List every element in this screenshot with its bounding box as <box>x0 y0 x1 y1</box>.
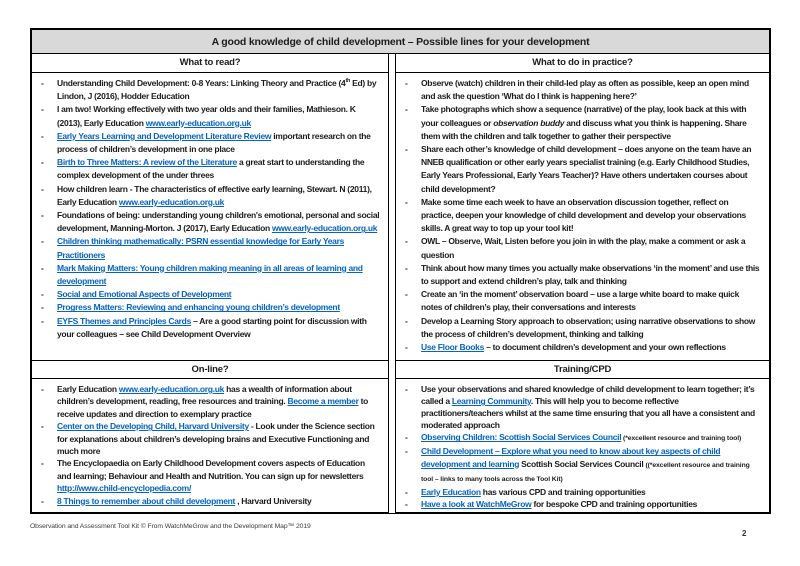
list-item <box>404 498 765 510</box>
hyperlink[interactable]: Child Development – Explore what you need to know about key aspects of child development and learning <box>421 446 721 469</box>
bullet-dash: - <box>405 498 408 509</box>
hyperlink[interactable]: www.early-education.org.uk <box>145 117 251 128</box>
column-right <box>395 54 769 513</box>
footer-text: Observation and Assessment Tool Kit © From WatchMeGrow and the Development Map™ 2019 <box>30 523 311 530</box>
text-run: Scottish Social Services Council <box>519 458 646 469</box>
hyperlink[interactable]: Observing Children: Scottish Social Services Council <box>421 432 622 443</box>
hyperlink[interactable]: Early Years Learning and Development Literature Review <box>57 130 272 141</box>
text-run: has a wealth of information about children’s development, reading, free resources and training. <box>57 384 352 407</box>
text-run: Observe (watch) children in their child-led play as often as possible, keep an open mind and ask the question ‘What do I think is happening here?’ <box>421 78 749 102</box>
development-table <box>30 28 771 514</box>
cell-what-to-read <box>32 73 388 360</box>
text-run: Take photographs which show a sequence (narrative) of the play, look back at this with your colleagues or <box>421 104 747 128</box>
bullet-dash: - <box>405 432 408 443</box>
bullet-dash: - <box>41 183 44 194</box>
bullet-dash: - <box>41 236 44 247</box>
bullet-dash: - <box>41 421 44 432</box>
list-item <box>404 341 765 354</box>
hyperlink[interactable]: Use Floor Books <box>421 342 485 353</box>
text-run: Early Education <box>57 384 119 394</box>
bullet-dash: - <box>405 236 408 247</box>
text-run: – to document children’s development and your own reflections <box>484 342 726 353</box>
hyperlink[interactable]: Center on the Developing Child, Harvard University <box>57 421 249 432</box>
list-item <box>404 143 765 196</box>
list-item <box>404 77 765 103</box>
list-item <box>40 262 384 288</box>
text-run: ((*excellent resource and training tool – links to many tools across the Tool Kit) <box>421 461 750 483</box>
text-run: Understanding Child Development: 0-8 Years: Linking Theory and Practice (4 <box>57 78 346 88</box>
hyperlink[interactable]: Become a member <box>287 396 359 407</box>
bullet-dash: - <box>41 262 44 273</box>
hyperlink[interactable]: www.early-education.org.uk <box>118 384 225 394</box>
text-run: a great start to understanding the complex development of the under threes <box>57 157 365 181</box>
list-item <box>404 315 765 341</box>
text-run: Develop a Learning Story approach to observation; using narrative observations to show the process of children’s development, thinking and talking <box>421 315 756 339</box>
hyperlink[interactable]: Mark Making Matters: Young children making meaning in all areas of learning and development <box>57 262 363 287</box>
text-run: to receive updates and direction to exemplary practice <box>57 396 369 419</box>
bullet-dash: - <box>41 458 44 469</box>
bullet-dash: - <box>405 196 408 207</box>
table-title: A good knowledge of child development – Possible lines for your development <box>32 30 769 54</box>
bullet-dash: - <box>405 78 408 88</box>
hyperlink[interactable]: Early Education <box>421 486 481 497</box>
text-run: I am two! Working effectively with two year olds and their families, Mathieson. K (2013), Early Education <box>57 104 356 128</box>
text-run: The Encyclopaedia on Early Childhood Development covers aspects of Education and learning; Behaviour and Health and Nutrition. You can sign up for newsletters <box>57 458 365 481</box>
list-item <box>404 288 765 314</box>
hyperlink[interactable]: EYFS Themes and Principles Cards <box>57 315 192 326</box>
list-item <box>40 103 384 129</box>
text-run: Make some time each week to have an observation discussion together, reflect on practice, deepen your knowledge of child development and develop your observations skills. A great way to top up your tool kit! <box>421 196 746 234</box>
list-item <box>40 235 384 261</box>
text-run: important research on the process of children’s development in one place <box>57 130 371 155</box>
list-item <box>40 457 384 494</box>
text-run: , Harvard University <box>235 495 312 506</box>
list-item <box>404 486 765 498</box>
list-item <box>40 495 384 507</box>
list-item <box>404 262 765 288</box>
bullet-dash: - <box>405 446 408 457</box>
hyperlink[interactable]: Progress Matters: Reviewing and enhancing young children’s development <box>57 302 340 313</box>
bullet-dash: - <box>405 384 408 394</box>
bullet-dash: - <box>41 384 44 394</box>
hyperlink[interactable]: Birth to Three Matters: A review of the Literature <box>57 157 237 168</box>
text-run: Create an ‘in the moment’ observation board – use a large white board to make quick notes of children’s play, their conversations and interests <box>421 289 740 313</box>
bullet-dash: - <box>41 210 44 221</box>
section-header-practice: What to do in practice? <box>396 54 769 73</box>
bullet-dash: - <box>41 495 44 506</box>
list-item <box>40 301 384 314</box>
text-run: . This will help you to become reflective practitioners/teachers whilst at the same time ensuring that you all have a consistent and moderated approach <box>421 396 755 431</box>
cell-online <box>32 379 388 513</box>
hyperlink[interactable]: 8 Things to remember about child development <box>57 495 236 506</box>
bullet-dash: - <box>405 144 408 155</box>
bullet-dash: - <box>41 302 44 313</box>
list-item <box>40 315 384 341</box>
hyperlink[interactable]: www.early-education.org.uk <box>118 196 225 207</box>
bullet-dash: - <box>41 104 44 115</box>
list-item <box>40 420 384 457</box>
list-item <box>40 383 384 420</box>
text-run: Ed) by Lindon, J (2016), Hodder Education <box>57 78 377 102</box>
bullet-dash: - <box>405 104 408 115</box>
text-run: – Are a good starting point for discussion with your colleagues – see Child Development Overview <box>57 315 367 339</box>
text-run: for bespoke CPD and training opportunities <box>531 498 698 509</box>
bullet-dash: - <box>405 342 408 353</box>
bullet-dash: - <box>41 130 44 141</box>
text-run: th <box>345 78 351 85</box>
hyperlink[interactable]: Learning Community <box>451 396 531 407</box>
hyperlink[interactable]: Social and Emotional Aspects of Development <box>57 289 232 300</box>
list-item <box>40 156 384 182</box>
list-item <box>40 77 384 103</box>
cell-practice <box>396 73 769 360</box>
list-item <box>40 130 384 156</box>
list-item <box>404 431 765 445</box>
section-header-what-to-read: What to read? <box>32 54 388 73</box>
list-item <box>404 196 765 236</box>
bullet-dash: - <box>41 157 44 168</box>
list-item <box>40 183 384 209</box>
list-item <box>404 383 765 431</box>
page-number: 2 <box>742 529 747 538</box>
cell-training <box>396 379 769 513</box>
table-columns <box>32 54 769 513</box>
list-item <box>404 235 765 261</box>
text-run: OWL – Observe, Wait, Listen before you join in with the play, make a comment or ask a question <box>421 236 746 260</box>
list-item <box>404 103 765 143</box>
list-item <box>404 445 765 485</box>
text-run: Think about how many times you actually make observations ‘in the moment’ and use this to support and extend children’s play, talk and thinking <box>421 262 760 287</box>
bullet-dash: - <box>41 78 44 88</box>
text-run: - Look under the Science section for explanations about children’s developing brains and Executive Functioning and much more <box>57 421 375 457</box>
bullet-dash: - <box>405 486 408 497</box>
text-run: Foundations of being: understanding young children's emotional, personal and social development, Manning-Morton. J (2017), Early Education <box>57 210 380 234</box>
hyperlink[interactable]: www.early-education.org.uk <box>271 223 378 234</box>
list-item <box>40 288 384 301</box>
text-run: (*excellent resource and training tool) <box>621 435 742 443</box>
section-header-online: On-line? <box>32 360 388 379</box>
section-header-training: Training/CPD <box>396 360 769 379</box>
bullet-dash: - <box>41 315 44 326</box>
hyperlink[interactable]: Children thinking mathematically: PSRN essential knowledge for Early Years Practitioners <box>57 236 345 260</box>
text-run: and discuss what you think is happening. Share them with the children and talk together to gather their perspective <box>421 117 747 141</box>
text-run: Use your observations and shared knowledge of child development to learn together; it’s called a <box>421 384 755 407</box>
bullet-dash: - <box>405 315 408 326</box>
text-run: How children learn - The characteristics of effective early learning, Stewart. N (2011), Early Education <box>57 183 372 207</box>
text-run: Share each other’s knowledge of child development – does anyone on the team have an NNEB qualification or other early years specialist training (e.g. Early Childhood Studies, Early Years Professional, Early Years Teacher)? Have others undertaken courses about child development? <box>421 144 752 194</box>
bullet-dash: - <box>405 262 408 273</box>
hyperlink[interactable]: Have a look at WatchMeGrow <box>421 498 532 509</box>
text-run: has various CPD and training opportunities <box>480 486 646 497</box>
bullet-dash: - <box>405 289 408 300</box>
hyperlink[interactable]: http://www.child-encyclopedia.com/ <box>57 483 192 494</box>
column-left <box>32 54 389 513</box>
text-run: observation buddy <box>493 117 565 128</box>
bullet-dash: - <box>41 289 44 300</box>
list-item <box>40 209 384 235</box>
